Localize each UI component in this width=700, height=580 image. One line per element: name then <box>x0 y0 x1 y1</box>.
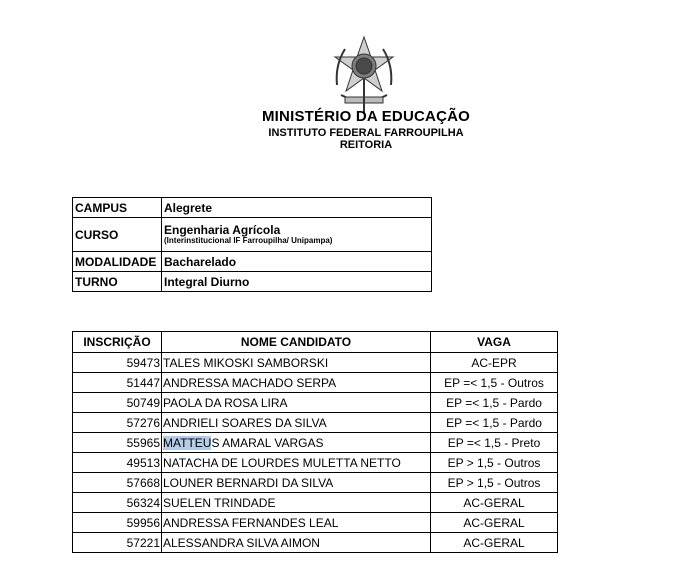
cell-nome: TALES MIKOSKI SAMBORSKI <box>162 353 431 373</box>
course-note: (Interinstitucional IF Farroupilha/ Unipampa) <box>164 236 333 245</box>
info-label: TURNO <box>73 272 162 292</box>
cell-inscricao: 57668 <box>73 473 162 493</box>
course-name: Engenharia Agrícola <box>164 223 281 237</box>
table-row <box>73 513 558 533</box>
course-info-row <box>73 272 432 292</box>
cell-nome <box>162 433 431 453</box>
info-value <box>162 218 432 252</box>
candidates-table <box>72 331 558 553</box>
cell-nome: SUELEN TRINDADE <box>162 493 431 513</box>
cell-inscricao: 50749 <box>73 393 162 413</box>
cell-nome: ANDRIELI SOARES DA SILVA <box>162 413 431 433</box>
cell-vaga: EP =< 1,5 - Outros <box>431 373 558 393</box>
table-header-row <box>73 332 558 353</box>
cell-vaga: AC-GERAL <box>431 513 558 533</box>
course-info-row <box>73 198 432 218</box>
table-row <box>73 353 558 373</box>
cell-nome: ALESSANDRA SILVA AIMON <box>162 533 431 553</box>
cell-inscricao: 55965 <box>73 433 162 453</box>
table-row <box>73 533 558 553</box>
cell-vaga: EP =< 1,5 - Pardo <box>431 413 558 433</box>
name-rest: S AMARAL VARGAS <box>211 435 324 450</box>
cell-inscricao: 51447 <box>73 373 162 393</box>
table-row <box>73 453 558 473</box>
cell-inscricao: 56324 <box>73 493 162 513</box>
text-selection[interactable]: MATTEU <box>163 435 212 450</box>
cell-nome: ANDRESSA MACHADO SERPA <box>162 373 431 393</box>
info-label: MODALIDADE <box>73 252 162 272</box>
coat-of-arms-icon <box>331 35 397 115</box>
cell-vaga: AC-GERAL <box>431 533 558 553</box>
cell-vaga: EP =< 1,5 - Pardo <box>431 393 558 413</box>
table-row <box>73 493 558 513</box>
table-row <box>73 393 558 413</box>
cell-inscricao: 49513 <box>73 453 162 473</box>
ministry-title: MINISTÉRIO DA EDUCAÇÃO <box>261 108 470 125</box>
table-row <box>73 473 558 493</box>
course-info-row <box>73 218 432 252</box>
course-info-row <box>73 252 432 272</box>
cell-vaga: EP > 1,5 - Outros <box>431 473 558 493</box>
col-header-nome: NOME CANDIDATO <box>162 332 431 353</box>
cell-vaga: EP =< 1,5 - Preto <box>431 433 558 453</box>
info-label: CURSO <box>73 218 162 252</box>
cell-vaga: AC-GERAL <box>431 493 558 513</box>
course-info-table <box>72 197 432 292</box>
cell-nome: PAOLA DA ROSA LIRA <box>162 393 431 413</box>
cell-nome: LOUNER BERNARDI DA SILVA <box>162 473 431 493</box>
table-row <box>73 433 558 453</box>
col-header-inscricao: INSCRIÇÃO <box>73 332 162 353</box>
cell-vaga: AC-EPR <box>431 353 558 373</box>
cell-nome: NATACHA DE LOURDES MULETTA NETTO <box>162 453 431 473</box>
cell-nome: ANDRESSA FERNANDES LEAL <box>162 513 431 533</box>
info-label: CAMPUS <box>73 198 162 218</box>
cell-inscricao: 59473 <box>73 353 162 373</box>
institute-title: INSTITUTO FEDERAL FARROUPILHA <box>268 127 464 139</box>
cell-inscricao: 57276 <box>73 413 162 433</box>
info-value: Bacharelado <box>162 252 432 272</box>
office-title: REITORIA <box>339 139 393 151</box>
cell-vaga: EP > 1,5 - Outros <box>431 453 558 473</box>
info-value: Alegrete <box>162 198 432 218</box>
col-header-vaga: VAGA <box>431 332 558 353</box>
info-value: Integral Diurno <box>162 272 432 292</box>
table-row <box>73 413 558 433</box>
cell-inscricao: 57221 <box>73 533 162 553</box>
cell-inscricao: 59956 <box>73 513 162 533</box>
table-row <box>73 373 558 393</box>
